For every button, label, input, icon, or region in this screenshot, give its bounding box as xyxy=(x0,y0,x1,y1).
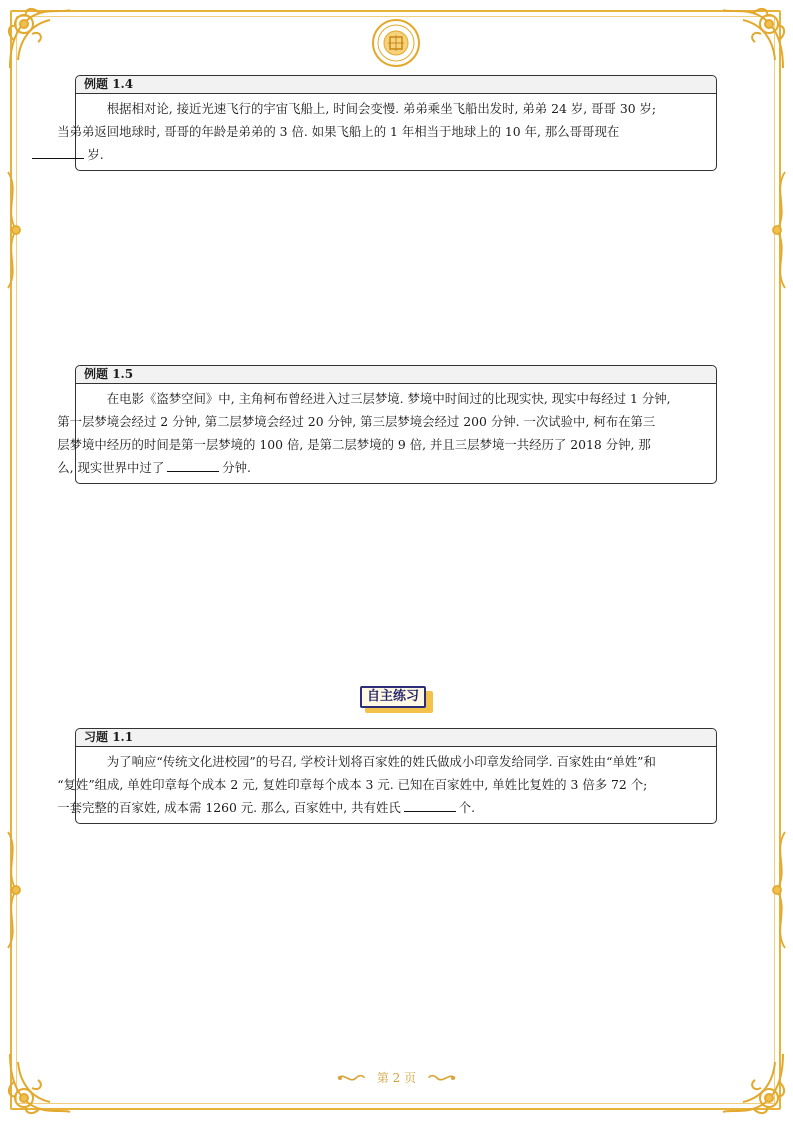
exercise-line: 为了响应“传统文化进校园”的号召, 学校计划将百家姓的姓氏做成小印章发给同学. 百家姓由“单姓”和 xyxy=(106,754,656,769)
example-header xyxy=(76,76,716,94)
side-ornament-icon xyxy=(0,170,26,290)
corner-ornament-icon xyxy=(4,4,74,74)
example-number: 1.5 xyxy=(112,367,134,381)
page-footer xyxy=(0,1067,793,1086)
section-title: 自主练习 xyxy=(360,686,426,708)
example-line: 当弟弟返回地球时, 哥哥的年龄是弟弟的 3 倍. 如果飞船上的 1 年相当于地球上的 10 年, 那么哥哥现在 xyxy=(57,124,620,139)
page-frame-inner xyxy=(16,16,775,1104)
page-number: 第 2 页 xyxy=(376,1071,417,1085)
exercise-header xyxy=(76,729,716,747)
side-ornament-icon xyxy=(767,830,793,950)
example-line: 在电影《盗梦空间》中, 主角柯布曾经进入过三层梦境. 梦境中时间过的比现实快, 现实中每经过 1 分钟, xyxy=(106,391,671,406)
example-line: 第一层梦境会经过 2 分钟, 第二层梦境会经过 20 分钟, 第三层梦境会经过 200 分钟. 一次试验中, 柯布在第三 xyxy=(57,414,656,429)
example-line: 岁. xyxy=(87,147,104,162)
example-box-1-4 xyxy=(57,75,717,171)
example-label: 例题 xyxy=(84,367,109,381)
footer-scroll-icon xyxy=(427,1072,457,1084)
exercise-text xyxy=(57,747,716,823)
corner-ornament-icon xyxy=(719,4,789,74)
side-ornament-icon xyxy=(0,830,26,950)
example-line: 分钟. xyxy=(222,460,251,475)
example-line: 层梦境中经历的时间是第一层梦境的 100 倍, 是第二层梦境的 9 倍, 并且三层梦境一共经历了 2018 分钟, 那 xyxy=(57,437,651,452)
exercise-label: 习题 xyxy=(84,730,109,744)
example-label: 例题 xyxy=(84,77,109,91)
exercise-line: “复姓”组成, 单姓印章每个成本 2 元, 复姓印章每个成本 3 元. 已知在百家姓中, 单姓比复姓的 3 倍多 72 个; xyxy=(57,777,648,792)
example-number: 1.4 xyxy=(112,77,134,91)
example-text xyxy=(57,384,716,483)
answer-blank[interactable] xyxy=(167,459,219,472)
footer-scroll-icon xyxy=(336,1072,366,1084)
example-line: 么, 现实世界中过了 xyxy=(57,460,165,475)
section-badge xyxy=(360,686,430,712)
example-line: 根据相对论, 接近光速飞行的宇宙飞船上, 时间会变慢. 弟弟乘坐飞船出发时, 弟弟 24 岁, 哥哥 30 岁; xyxy=(106,101,657,116)
example-text xyxy=(57,94,716,170)
example-header xyxy=(76,366,716,384)
exercise-line: 个. xyxy=(458,800,476,815)
seal-emblem-icon xyxy=(371,18,421,68)
exercise-box-1-1 xyxy=(57,728,717,824)
side-ornament-icon xyxy=(767,170,793,290)
example-box-1-5 xyxy=(57,365,717,484)
exercise-line: 一套完整的百家姓, 成本需 1260 元. 那么, 百家姓中, 共有姓氏 xyxy=(57,800,401,815)
answer-blank[interactable] xyxy=(404,799,456,812)
answer-blank[interactable] xyxy=(32,146,84,159)
exercise-number: 1.1 xyxy=(112,730,134,744)
